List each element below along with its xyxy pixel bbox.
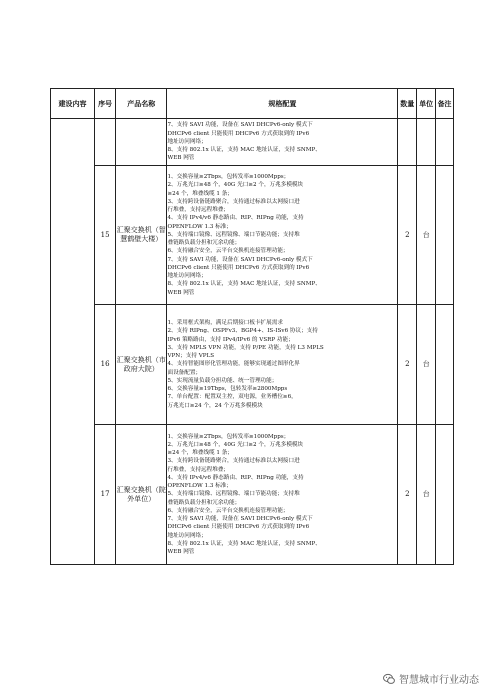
product-cell: 汇聚交换机（智慧鹤壁大楼） xyxy=(116,166,167,305)
product-cell: 汇聚交换机（院外单位） xyxy=(116,425,167,565)
spec-line: 4、支持 IPv4/v6 静态路由、RIP、RIPng 功能，支持 xyxy=(167,474,304,481)
spec-line: 8、支持 802.1x 认证，支持 MAC 地址认证，支持 SNMP、 xyxy=(167,281,321,288)
watermark-text: 智慧城市行业动态 xyxy=(399,675,479,686)
table-row xyxy=(51,305,454,425)
spec-line: 7、单台配置：配置双主控，双电源，业务槽位≥6， xyxy=(167,394,297,401)
seq-cell: 17 xyxy=(95,425,116,565)
spec-line: 4、支持 IPv4/v6 静态路由、RIP、RIPng 功能，支持 xyxy=(167,215,304,222)
seq-cell: 16 xyxy=(95,305,116,425)
category-cell xyxy=(51,119,95,565)
spec-line: DHCPv6 client 只能使用 DHCPv6 方式获取到的 IPv6 xyxy=(167,524,310,531)
spec-line: 1、采用框式架构，满足后期接口板卡扩展需求 xyxy=(167,320,283,327)
table-header-row xyxy=(51,89,454,119)
spec-line: IPv6 策略路由，支持 IPv4/IPv6 的 VSRP 功能； xyxy=(167,336,294,343)
seq-cell xyxy=(95,119,116,166)
spec-line: 1、交换容量≥2Tbps，包转发率≥1000Mpps； xyxy=(167,433,290,440)
spec-line: 6、支持融合安全，云平台交换机连接管理功能； xyxy=(167,507,289,514)
spec-line: 万兆光口≥24 个，24 个万兆多模模块 xyxy=(167,402,263,409)
spec-line: 2、万兆光口≥48 个，40G 光口≥2 个，万兆多模模块 xyxy=(167,182,304,189)
spec-line: 地址访问网络； xyxy=(167,138,207,145)
table-row-continuation xyxy=(51,119,454,166)
spec-line: DHCPv6 client 只能使用 DHCPv6 方式获取到的 IPv6 xyxy=(167,264,310,271)
qty-cell: 2 xyxy=(398,425,417,565)
spec-line: 5、支持端口镜像、远程镜像、端口节能功能；支持堆 xyxy=(167,491,300,498)
note-cell xyxy=(436,305,454,425)
spec-line: 3、支持跨设备链路聚合，支持通过标准以太网接口进 xyxy=(167,458,300,465)
spec-line: 6、交换容量≥19Tbps，包转发率≥2800Mpps xyxy=(167,386,288,393)
spec-line: OPENFLOW 1.3 标准； xyxy=(167,483,232,490)
spec-line: 行堆叠，支持远程堆叠； xyxy=(167,207,230,214)
spec-line: 地址访问网络； xyxy=(167,273,207,280)
note-cell xyxy=(436,166,454,305)
spec-line: 地址访问网络； xyxy=(167,532,207,539)
spec-line: 3、支持跨设备链路聚合，支持通过标准以太网接口进 xyxy=(167,198,300,205)
note-cell xyxy=(436,119,454,166)
spec-line: 7、支持 SAVI 功能，设备在 SAVI DHCPv6-only 模式下 xyxy=(167,122,313,129)
table-row xyxy=(51,425,454,565)
spec-line: VPN；支持 VPLS xyxy=(167,353,215,360)
header-qty: 数量 xyxy=(398,89,417,119)
spec-line: 6、支持融合安全，云平台交换机连接管理功能； xyxy=(167,248,289,255)
header-product: 产品名称 xyxy=(116,89,167,119)
header-spec: 规格配置 xyxy=(167,89,398,119)
spec-line: 7、支持 SAVI 功能，设备在 SAVI DHCPv6-only 模式下 xyxy=(167,256,313,263)
seq-cell: 15 xyxy=(95,166,116,305)
spec-line: ≥24 个，堆叠线缆 1 条； xyxy=(167,190,233,197)
note-cell xyxy=(436,425,454,565)
unit-cell: 台 xyxy=(417,166,436,305)
header-unit: 单位 xyxy=(417,89,436,119)
header-category: 建设内容 xyxy=(51,89,95,119)
unit-cell xyxy=(417,119,436,166)
spec-line: 5、支持端口镜像、远程镜像、端口节能功能；支持堆 xyxy=(167,231,300,238)
qty-cell xyxy=(398,119,417,166)
spec-line: OPENFLOW 1.3 标准； xyxy=(167,223,232,230)
spec-line: 行堆叠，支持远程堆叠； xyxy=(167,466,230,473)
spec-line: 7、支持 SAVI 功能，设备在 SAVI DHCPv6-only 模式下 xyxy=(167,516,313,523)
qty-cell: 2 xyxy=(398,166,417,305)
spec-line: 8、支持 802.1x 认证，支持 MAC 地址认证，支持 SNMP、 xyxy=(167,147,321,154)
header-seq: 序号 xyxy=(95,89,116,119)
spec-line: WEB 网管 xyxy=(167,155,195,162)
spec-cell xyxy=(167,305,398,425)
qty-cell: 2 xyxy=(398,305,417,425)
spec-line: WEB 网管 xyxy=(167,549,195,556)
spec-line: ≥24 个，堆叠线缆 1 条； xyxy=(167,450,233,457)
spec-line: 8、支持 802.1x 认证，支持 MAC 地址认证，支持 SNMP、 xyxy=(167,540,321,547)
spec-line: 3、支持 MPLS VPN 功能，支持 P/PE 功能，支持 L3 MPLS xyxy=(167,344,324,351)
spec-line: 1、交换容量≥2Tbps，包转发率≥1000Mpps； xyxy=(167,174,290,181)
spec-line: 叠链路负载分担和冗余功能； xyxy=(167,240,241,247)
spec-line: 叠链路负载分担和冗余功能； xyxy=(167,499,241,506)
spec-line: 2、支持 RIPng、OSPFv3、BGP4+、IS-ISv6 协议；支持 xyxy=(167,328,318,335)
product-cell: 汇聚交换机（市政府大院） xyxy=(116,305,167,425)
product-cell xyxy=(116,119,167,166)
spec-cell xyxy=(167,166,398,305)
spec-line: 4、支持智能图形化管理功能，能够实现通过图形化界 xyxy=(167,361,300,368)
spec-line: DHCPv6 client 只能使用 DHCPv6 方式获取到的 IPv6 xyxy=(167,130,310,137)
spec-line: 5、实现流量负载分担功能、统一管理功能； xyxy=(167,377,278,384)
spec-cell xyxy=(167,119,398,166)
unit-cell: 台 xyxy=(417,425,436,565)
spec-cell xyxy=(167,425,398,565)
spec-line: WEB 网管 xyxy=(167,289,195,296)
spec-table xyxy=(50,88,454,565)
header-note: 备注 xyxy=(436,89,454,119)
wechat-icon xyxy=(383,673,395,685)
spec-line: 2、万兆光口≥48 个，40G 光口≥2 个，万兆多模模块 xyxy=(167,441,304,448)
table-row xyxy=(51,166,454,305)
spec-line: 面设备配置； xyxy=(167,369,202,376)
unit-cell: 台 xyxy=(417,305,436,425)
watermark xyxy=(383,671,479,686)
